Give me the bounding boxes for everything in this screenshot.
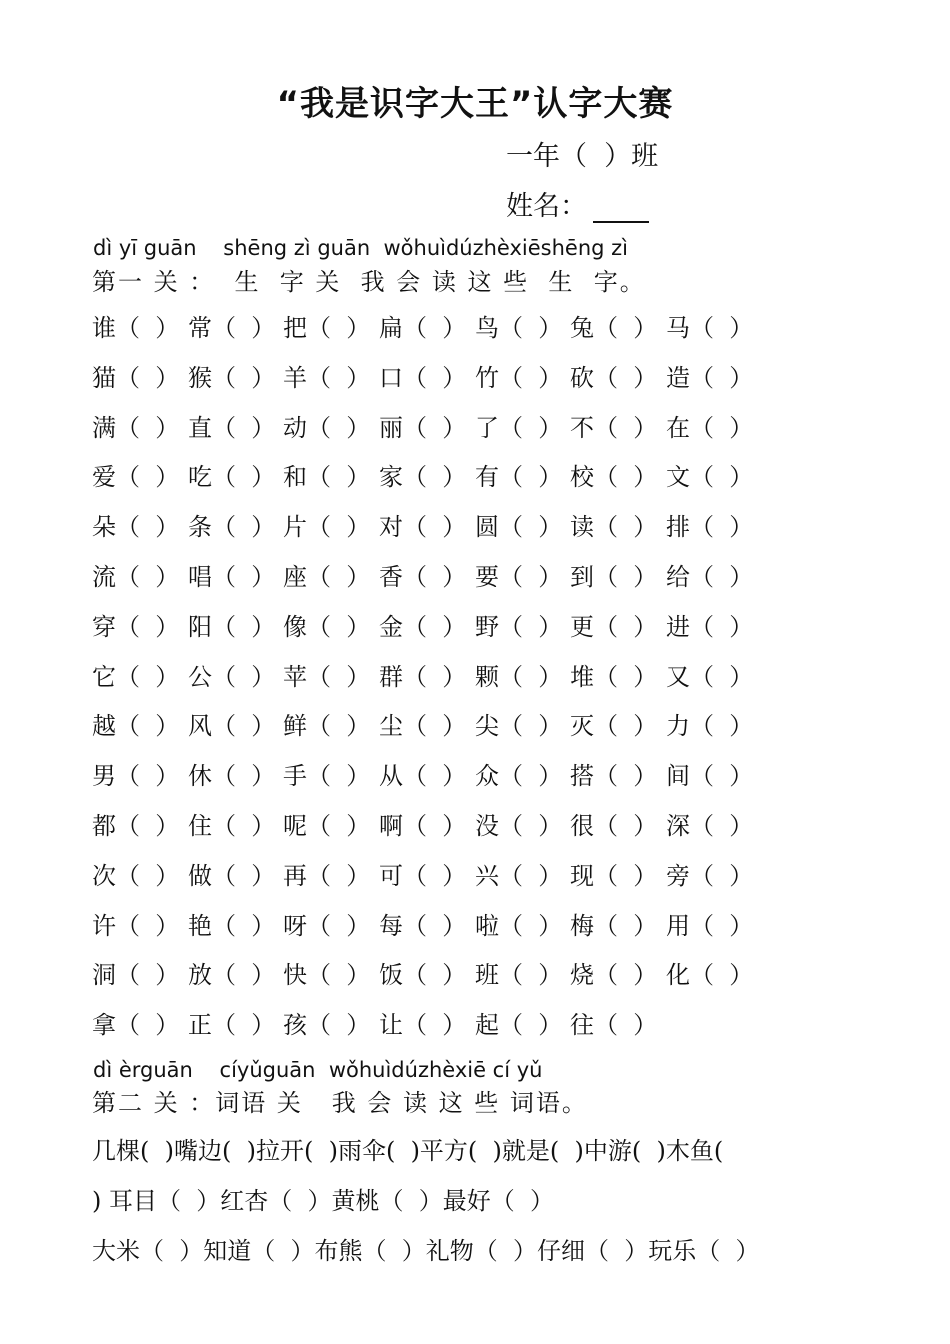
character-cell: 更（ ） (570, 612, 658, 641)
character-cell: 有（ ） (475, 463, 563, 492)
character-cell: 条（ ） (188, 513, 276, 542)
character-cell: 野（ ） (475, 612, 563, 641)
character-cell: 和（ ） (283, 463, 371, 492)
page-title: “我是识字大王”认字大赛 (276, 84, 674, 124)
character-cell: 公（ ） (188, 662, 276, 691)
character-cell: 片（ ） (283, 513, 371, 542)
character-cell: 没（ ） (475, 811, 563, 840)
character-cell: 灭（ ） (570, 712, 658, 741)
character-cell: 住（ ） (188, 811, 276, 840)
character-cell: 猫（ ） (92, 363, 180, 392)
section1-title: 第一 关 ： 生 字 关 我 会 读 这 些 生 字。 (92, 268, 646, 296)
character-cell: 动（ ） (283, 413, 371, 442)
character-cell: 兴（ ） (475, 861, 563, 890)
character-cell: 流（ ） (92, 562, 180, 591)
character-cell: 啦（ ） (475, 911, 563, 940)
character-cell: 都（ ） (92, 811, 180, 840)
character-cell: 对（ ） (379, 513, 467, 542)
character-cell: 男（ ） (92, 762, 180, 791)
character-cell: 竹（ ） (475, 363, 563, 392)
character-cell: 常（ ） (188, 314, 276, 342)
character-cell: 饭（ ） (379, 961, 467, 990)
name-blank-line (593, 195, 649, 223)
character-cell: 直（ ） (188, 413, 276, 442)
character-cell: 把（ ） (283, 314, 371, 342)
character-cell: 放（ ） (188, 961, 276, 990)
character-cell: 扁（ ） (379, 314, 467, 342)
character-cell: 搭（ ） (570, 762, 658, 791)
character-cell: 现（ ） (570, 861, 658, 890)
character-cell: 许（ ） (92, 911, 180, 940)
character-cell: 鸟（ ） (475, 314, 563, 342)
character-cell: 在（ ） (666, 413, 754, 442)
character-cell: 朵（ ） (92, 513, 180, 542)
character-cell: 丽（ ） (379, 413, 467, 442)
character-cell: 呀（ ） (283, 911, 371, 940)
section1-pinyin: dì yī guān shēng zì guān wǒhuìdúzhèxiēshēng zì (93, 236, 629, 260)
character-cell: 造（ ） (666, 363, 754, 392)
character-cell: 了（ ） (475, 413, 563, 442)
character-cell: 啊（ ） (379, 811, 467, 840)
character-cell: 从（ ） (379, 762, 467, 791)
character-cell: 金（ ） (379, 612, 467, 641)
word-line: 几棵( )嘴边( )拉开( )雨伞( )平方( )就是( )中游( )木鱼( (92, 1137, 724, 1165)
character-cell: 给（ ） (666, 562, 754, 591)
character-cell: 它（ ） (92, 662, 180, 691)
character-cell: 班（ ） (475, 961, 563, 990)
character-cell: 让（ ） (379, 1011, 467, 1040)
character-cell: 众（ ） (475, 762, 563, 791)
character-cell: 又（ ） (666, 662, 754, 691)
character-cell: 往（ ） (570, 1011, 658, 1040)
character-cell: 风（ ） (188, 712, 276, 741)
character-cell: 阳（ ） (188, 612, 276, 641)
character-cell: 吃（ ） (188, 463, 276, 492)
character-cell: 校（ ） (570, 463, 658, 492)
character-cell: 手（ ） (283, 762, 371, 791)
character-cell: 休（ ） (188, 762, 276, 791)
character-cell: 兔（ ） (570, 314, 658, 342)
character-cell: 香（ ） (379, 562, 467, 591)
character-cell: 要（ ） (475, 562, 563, 591)
character-cell: 化（ ） (666, 961, 754, 990)
character-cell: 羊（ ） (283, 363, 371, 392)
character-cell: 尘（ ） (379, 712, 467, 741)
character-cell: 穿（ ） (92, 612, 180, 641)
character-cell: 不（ ） (570, 413, 658, 442)
character-cell: 爱（ ） (92, 463, 180, 492)
character-cell: 堆（ ） (570, 662, 658, 691)
character-cell: 进（ ） (666, 612, 754, 641)
character-cell: 苹（ ） (283, 662, 371, 691)
character-cell: 唱（ ） (188, 562, 276, 591)
character-cell: 砍（ ） (570, 363, 658, 392)
section2-pinyin: dì èrguān cíyǔguān wǒhuìdúzhèxiē cí yǔ (93, 1058, 543, 1082)
character-cell: 做（ ） (188, 861, 276, 890)
character-cell: 到（ ） (570, 562, 658, 591)
name-field (506, 184, 649, 223)
character-cell: 马（ ） (666, 314, 754, 342)
character-cell: 满（ ） (92, 413, 180, 442)
character-cell: 越（ ） (92, 712, 180, 741)
character-cell: 很（ ） (570, 811, 658, 840)
character-cell: 快（ ） (283, 961, 371, 990)
character-cell: 口（ ） (379, 363, 467, 392)
character-cell: 间（ ） (666, 762, 754, 791)
character-cell: 谁（ ） (92, 314, 180, 342)
character-cell: 力（ ） (666, 712, 754, 741)
character-cell: 排（ ） (666, 513, 754, 542)
word-line: 大米（ ）知道（ ）布熊（ ）礼物（ ）仔细（ ）玩乐（ ） (92, 1237, 760, 1265)
character-cell: 起（ ） (475, 1011, 563, 1040)
character-cell: 尖（ ） (475, 712, 563, 741)
character-cell: 圆（ ） (475, 513, 563, 542)
character-cell: 再（ ） (283, 861, 371, 890)
character-cell: 呢（ ） (283, 811, 371, 840)
character-cell: 艳（ ） (188, 911, 276, 940)
word-line: ) 耳目（ ）红杏（ ）黄桃（ ）最好（ ） (92, 1187, 555, 1215)
character-cell: 深（ ） (666, 811, 754, 840)
section2-title: 第二 关 ：词语 关 我 会 读 这 些 词语。 (92, 1089, 588, 1117)
character-cell: 读（ ） (570, 513, 658, 542)
character-cell: 次（ ） (92, 861, 180, 890)
character-cell: 烧（ ） (570, 961, 658, 990)
character-cell: 颗（ ） (475, 662, 563, 691)
character-cell: 拿（ ） (92, 1011, 180, 1040)
character-cell: 旁（ ） (666, 861, 754, 890)
character-cell: 洞（ ） (92, 961, 180, 990)
character-cell: 座（ ） (283, 562, 371, 591)
character-cell: 像（ ） (283, 612, 371, 641)
character-cell: 正（ ） (188, 1011, 276, 1040)
character-cell: 文（ ） (666, 463, 754, 492)
character-cell: 孩（ ） (283, 1011, 371, 1040)
character-cell: 用（ ） (666, 911, 754, 940)
name-label: 姓名： (506, 191, 587, 222)
character-cell: 家（ ） (379, 463, 467, 492)
character-cell: 群（ ） (379, 662, 467, 691)
class-label: 一年（ ）班 (506, 141, 659, 172)
character-cell: 梅（ ） (570, 911, 658, 940)
character-cell: 每（ ） (379, 911, 467, 940)
character-cell: 鲜（ ） (283, 712, 371, 741)
character-cell: 可（ ） (379, 861, 467, 890)
character-cell: 猴（ ） (188, 363, 276, 392)
